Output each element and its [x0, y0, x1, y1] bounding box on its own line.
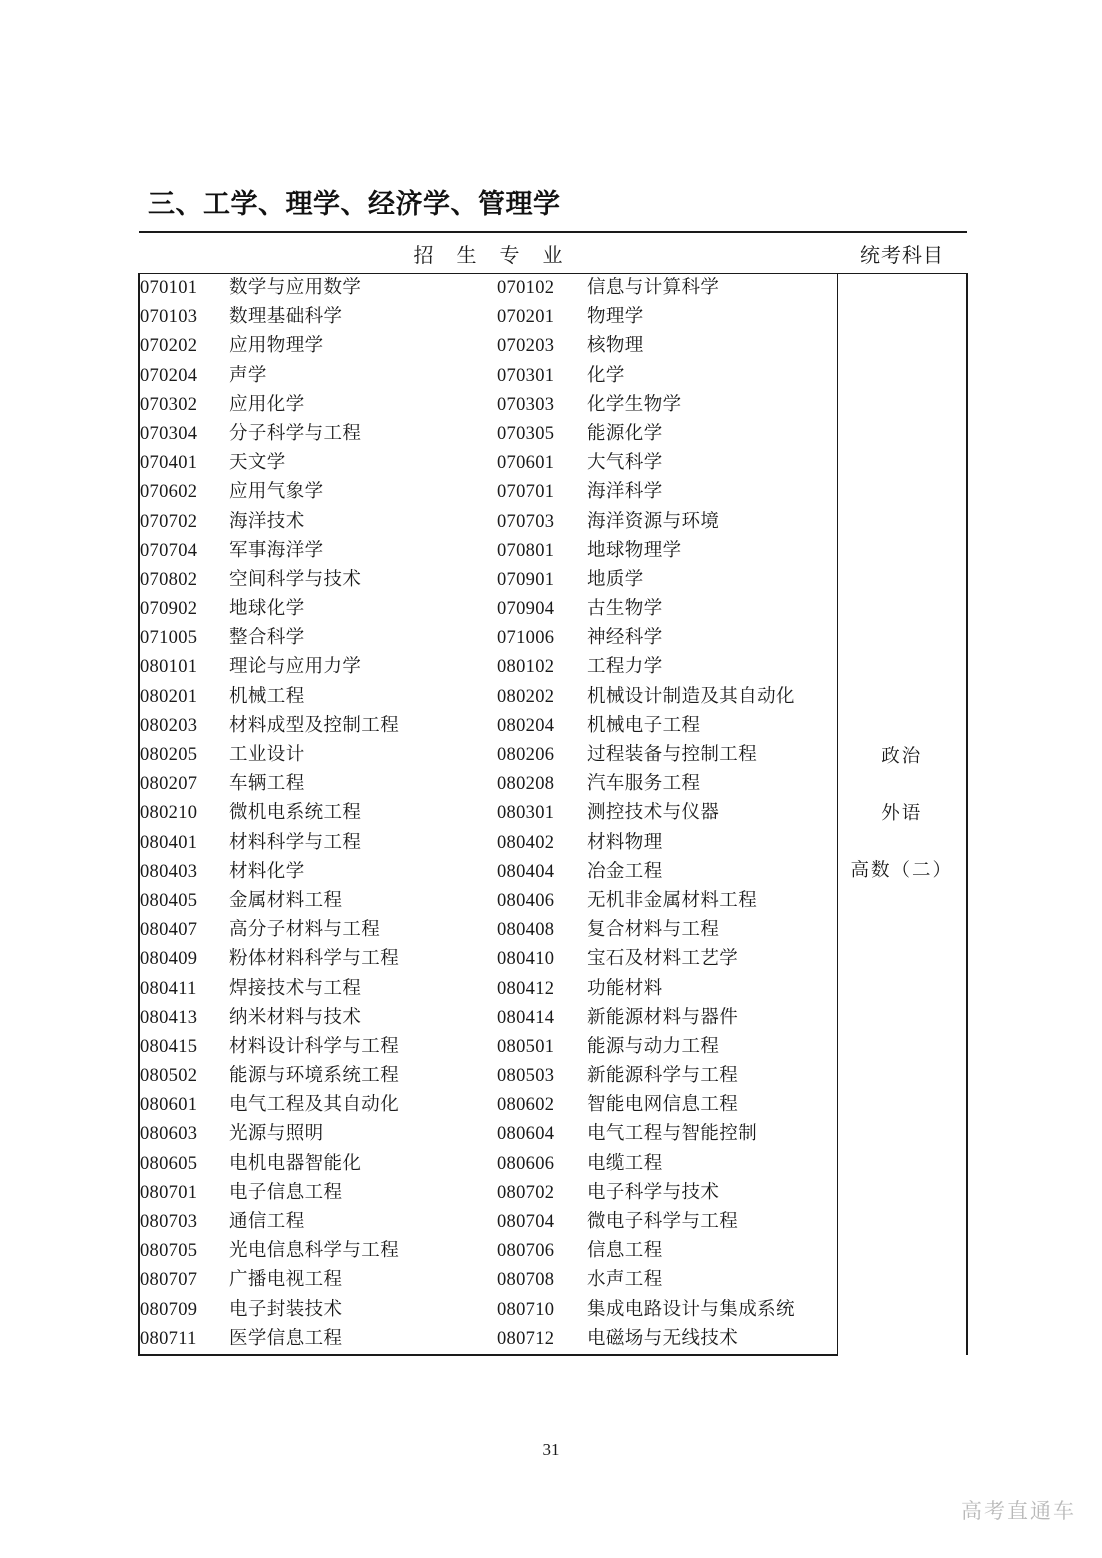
major-code-right: 080712: [497, 1325, 587, 1355]
major-name-left: 能源与环境系统工程: [229, 1066, 400, 1087]
major-name-left: 光电信息科学与工程: [229, 1241, 400, 1262]
major-code-right: 080208: [497, 774, 555, 795]
major-name-right: 工程力学: [587, 657, 663, 678]
major-code-left: 070704: [139, 537, 229, 566]
major-code-right: 070301: [497, 365, 555, 386]
major-code-right: 080501: [497, 1036, 555, 1057]
major-code-right: 070102: [497, 278, 555, 299]
major-code-right: 080408: [497, 920, 555, 941]
major-name-left: 金属材料工程: [229, 890, 343, 911]
major-code-right: 080206: [497, 745, 555, 766]
major-name-left: 理论与应用力学: [229, 657, 362, 678]
major-code-right: 080706: [497, 1241, 555, 1262]
major-name-right: 能源化学: [587, 423, 663, 444]
major-code-right: 080702: [497, 1182, 555, 1203]
major-name-left: 应用气象学: [229, 482, 324, 503]
major-name-left: 应用物理学: [229, 336, 324, 357]
table-row: [139, 274, 967, 304]
major-code-left: 080205: [139, 741, 229, 770]
major-code-right: 080704: [497, 1212, 555, 1233]
major-name-left: 光源与照明: [229, 1124, 324, 1145]
major-code-right: 071006: [497, 628, 555, 649]
major-code-left: 080403: [139, 858, 229, 887]
admission-majors-table: [138, 231, 968, 1356]
major-name-left: 医学信息工程: [229, 1325, 497, 1355]
major-name-right: 电缆工程: [587, 1153, 663, 1174]
major-code-right: 070904: [497, 599, 555, 620]
major-name-right: 过程装备与控制工程: [587, 745, 758, 766]
major-code-right: 080414: [497, 1007, 555, 1028]
major-code-right: 070901: [497, 569, 555, 590]
major-name-left: 高分子材料与工程: [229, 920, 381, 941]
major-code-left: 070401: [139, 449, 229, 478]
major-name-left: 材料科学与工程: [229, 832, 362, 853]
major-code-left: 080707: [139, 1266, 229, 1295]
major-code-left: 070202: [139, 332, 229, 361]
major-code-left: 080709: [139, 1296, 229, 1325]
major-code-right: 080204: [497, 715, 555, 736]
major-name-left: 材料设计科学与工程: [229, 1036, 400, 1057]
header-majors: 招 生 专 业: [139, 232, 837, 274]
major-name-right: 电磁场与无线技术: [587, 1325, 837, 1355]
major-code-left: 080201: [139, 683, 229, 712]
major-name-right: 水声工程: [587, 1270, 663, 1291]
major-name-right: 机械设计制造及其自动化: [587, 686, 795, 707]
major-name-left: 地球化学: [229, 599, 305, 620]
major-name-left: 材料化学: [229, 861, 305, 882]
major-name-left: 整合科学: [229, 628, 305, 649]
major-name-right: 冶金工程: [587, 861, 663, 882]
major-code-right: 070601: [497, 453, 555, 474]
major-code-left: 071005: [139, 624, 229, 653]
major-code-right: 070201: [497, 307, 555, 328]
major-name-right: 测控技术与仪器: [587, 803, 720, 824]
major-name-right: 新能源材料与器件: [587, 1007, 739, 1028]
major-code-left: 080711: [139, 1325, 229, 1355]
major-code-left: 080101: [139, 653, 229, 682]
major-code-left: 070204: [139, 362, 229, 391]
major-code-right: 080604: [497, 1124, 555, 1145]
major-code-right: 070701: [497, 482, 555, 503]
table-header-row: [139, 232, 967, 274]
major-code-right: 080410: [497, 949, 555, 970]
major-code-left: 080502: [139, 1062, 229, 1091]
major-code-left: 080207: [139, 770, 229, 799]
major-name-left: 应用化学: [229, 394, 305, 415]
major-code-left: 080405: [139, 887, 229, 916]
major-code-left: 070902: [139, 595, 229, 624]
major-name-right: 集成电路设计与集成系统: [587, 1299, 795, 1320]
major-code-right: 080202: [497, 686, 555, 707]
major-name-right: 新能源科学与工程: [587, 1066, 739, 1087]
major-code-left: 080601: [139, 1091, 229, 1120]
major-name-right: 电气工程与智能控制: [587, 1124, 758, 1145]
major-code-right: 070801: [497, 540, 555, 561]
major-code-right: 080406: [497, 890, 555, 911]
major-name-left: 数理基础科学: [229, 307, 343, 328]
header-subjects: 统考科目: [837, 232, 967, 274]
major-name-right: 神经科学: [587, 628, 663, 649]
major-code-right: 080412: [497, 978, 555, 999]
major-code-right: 080710: [497, 1299, 555, 1320]
major-name-left: 电子信息工程: [229, 1182, 343, 1203]
major-code-left: 070802: [139, 566, 229, 595]
major-code-right: 080708: [497, 1270, 555, 1291]
major-name-left: 天文学: [229, 453, 286, 474]
major-name-right: 化学生物学: [587, 394, 682, 415]
major-name-left: 焊接技术与工程: [229, 978, 362, 999]
major-code-right: 070203: [497, 336, 555, 357]
major-name-right: 大气科学: [587, 453, 663, 474]
major-name-left: 军事海洋学: [229, 540, 324, 561]
major-name-left: 微机电系统工程: [229, 803, 362, 824]
major-code-right: 080102: [497, 657, 555, 678]
major-name-left: 粉体材料科学与工程: [229, 949, 400, 970]
major-code-left: 070101: [139, 274, 229, 304]
major-name-left: 海洋技术: [229, 511, 305, 532]
major-code-left: 070602: [139, 478, 229, 507]
major-name-right: 电子科学与技术: [587, 1182, 720, 1203]
major-code-left: 080413: [139, 1004, 229, 1033]
major-name-right: 能源与动力工程: [587, 1036, 720, 1057]
major-name-left: 空间科学与技术: [229, 569, 362, 590]
major-name-right: 地球物理学: [587, 540, 682, 561]
major-name-right: 材料物理: [587, 832, 663, 853]
major-name-right: 微电子科学与工程: [587, 1212, 739, 1233]
major-code-left: 080407: [139, 916, 229, 945]
major-code-right: 080402: [497, 832, 555, 853]
major-name-left: 广播电视工程: [229, 1270, 343, 1291]
major-code-left: 080703: [139, 1208, 229, 1237]
exam-subject: 高数（二）: [850, 861, 953, 882]
major-name-right: 信息工程: [587, 1241, 663, 1262]
major-name-left: 通信工程: [229, 1212, 305, 1233]
major-code-left: 070702: [139, 508, 229, 537]
major-name-right: 古生物学: [587, 599, 663, 620]
major-name-right: 机械电子工程: [587, 715, 701, 736]
major-code-left: 070304: [139, 420, 229, 449]
page-number: 31: [542, 1440, 560, 1459]
major-name-left: 数学与应用数学: [229, 278, 362, 299]
major-name-left: 工业设计: [229, 745, 305, 766]
major-code-left: 070103: [139, 303, 229, 332]
major-name-right: 海洋科学: [587, 482, 663, 503]
watermark: 高考直通车: [961, 1500, 1076, 1523]
major-name-left: 电机电器智能化: [229, 1153, 362, 1174]
major-name-left: 材料成型及控制工程: [229, 715, 400, 736]
major-code-left: 080409: [139, 945, 229, 974]
major-name-left: 声学: [229, 365, 267, 386]
major-code-left: 080705: [139, 1237, 229, 1266]
major-name-right: 复合材料与工程: [587, 920, 720, 941]
major-code-right: 070703: [497, 511, 555, 532]
major-name-right: 无机非金属材料工程: [587, 890, 758, 911]
major-code-right: 080606: [497, 1153, 555, 1174]
major-code-left: 080701: [139, 1179, 229, 1208]
major-code-left: 080401: [139, 829, 229, 858]
major-name-right: 宝石及材料工艺学: [587, 949, 739, 970]
exam-subject: 政治: [881, 746, 923, 767]
major-name-right: 汽车服务工程: [587, 774, 701, 795]
major-name-left: 机械工程: [229, 686, 305, 707]
major-code-right: 080404: [497, 861, 555, 882]
exam-subject: 外语: [881, 803, 923, 824]
major-name-left: 电气工程及其自动化: [229, 1095, 400, 1116]
page-title: 三、工学、理学、经济学、管理学: [148, 189, 561, 219]
major-name-left: 车辆工程: [229, 774, 305, 795]
major-name-left: 纳米材料与技术: [229, 1007, 362, 1028]
major-code-right: 080301: [497, 803, 555, 824]
major-name-right: 信息与计算科学: [587, 278, 720, 299]
major-name-right: 智能电网信息工程: [587, 1095, 739, 1116]
major-name-right: 化学: [587, 365, 625, 386]
major-code-left: 070302: [139, 391, 229, 420]
major-name-right: 功能材料: [587, 978, 663, 999]
major-code-right: 070305: [497, 423, 555, 444]
major-name-left: 分子科学与工程: [229, 423, 362, 444]
major-code-left: 080203: [139, 712, 229, 741]
major-code-right: 080602: [497, 1095, 555, 1116]
major-code-left: 080210: [139, 799, 229, 828]
major-name-right: 地质学: [587, 569, 644, 590]
major-code-left: 080415: [139, 1033, 229, 1062]
major-code-right: 070303: [497, 394, 555, 415]
major-code-left: 080605: [139, 1150, 229, 1179]
major-name-right: 海洋资源与环境: [587, 511, 720, 532]
major-name-right: 物理学: [587, 307, 644, 328]
major-code-right: 080503: [497, 1066, 555, 1087]
major-code-left: 080603: [139, 1120, 229, 1149]
major-code-left: 080411: [139, 975, 229, 1004]
major-name-right: 核物理: [587, 336, 644, 357]
exam-subjects-cell: [837, 274, 967, 1355]
major-name-left: 电子封装技术: [229, 1299, 343, 1320]
